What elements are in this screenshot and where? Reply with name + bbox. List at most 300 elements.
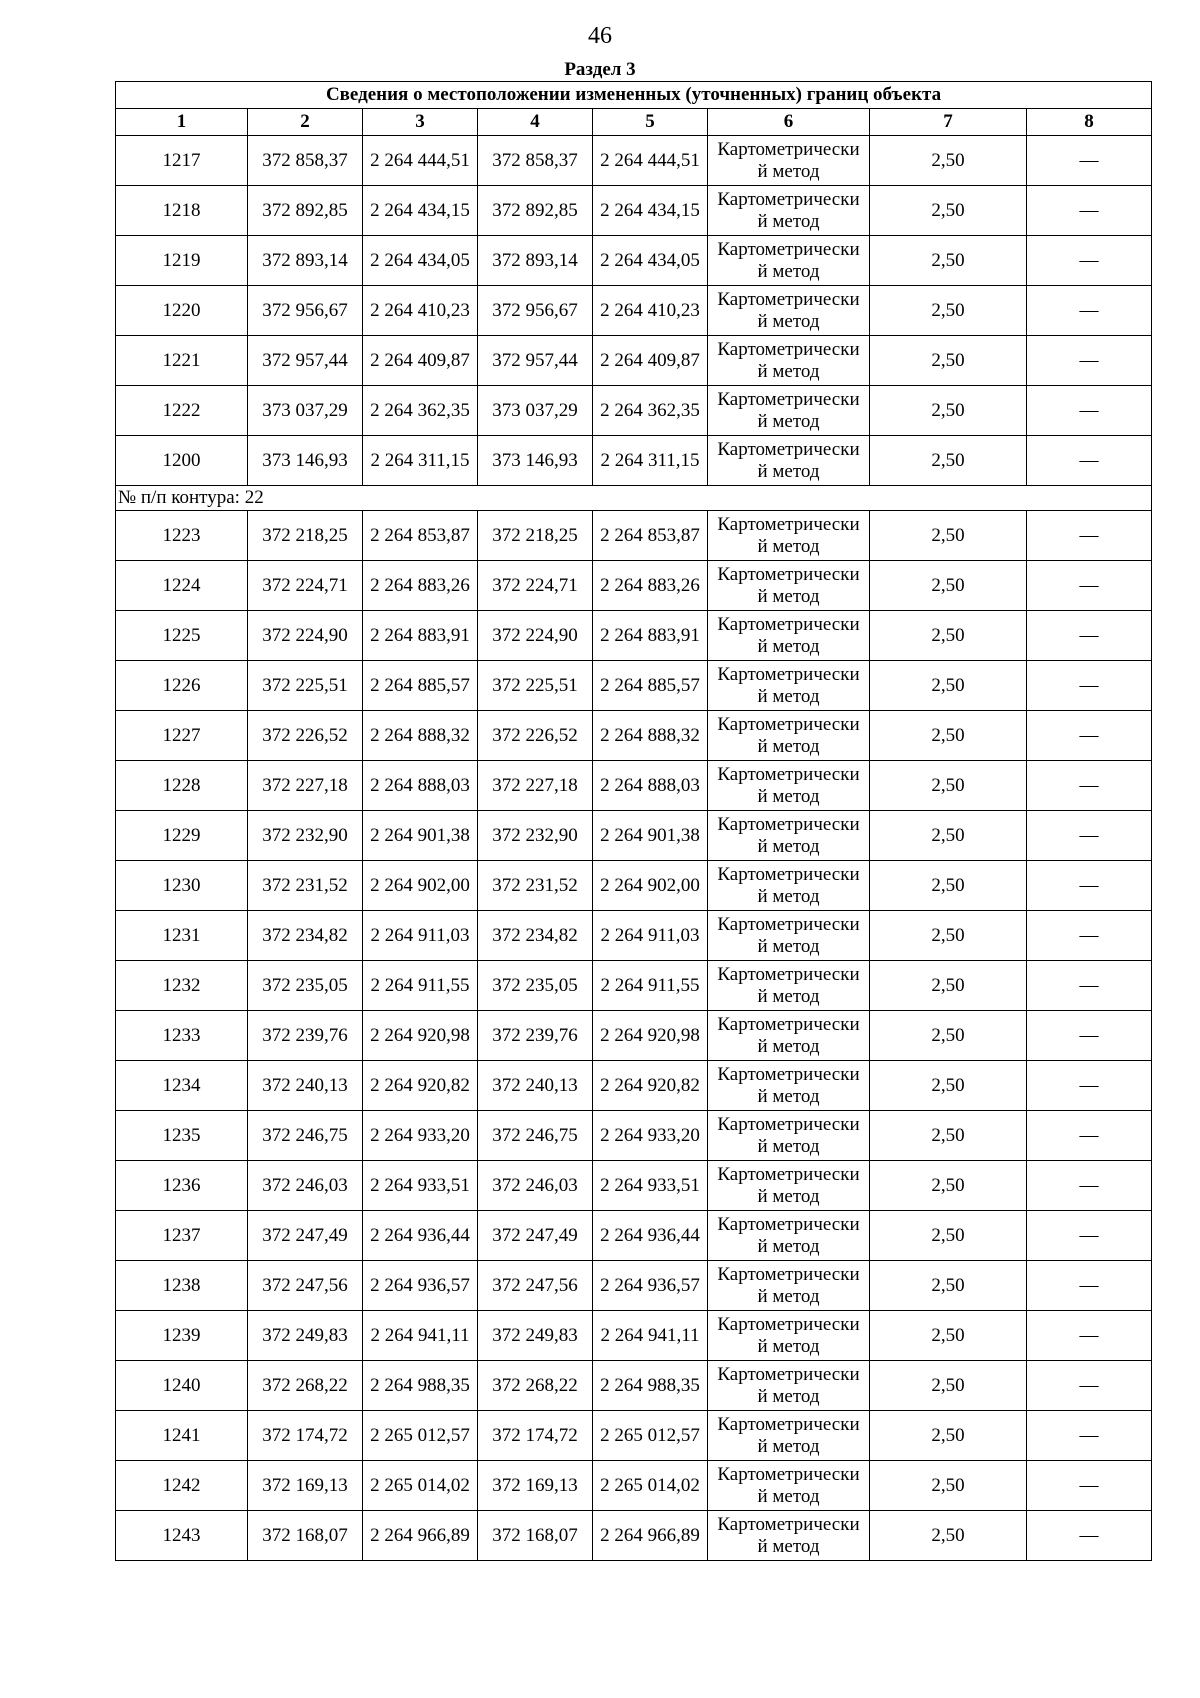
method-text-line2: й метод bbox=[757, 310, 820, 332]
method-text-line2: й метод bbox=[757, 1485, 820, 1507]
method-text-line1: Картометрически bbox=[717, 1313, 860, 1335]
updated-x: 372 246,03 bbox=[478, 1161, 593, 1211]
updated-x: 373 037,29 bbox=[478, 386, 593, 436]
point-description: — bbox=[1027, 186, 1152, 236]
existing-x: 373 146,93 bbox=[248, 436, 363, 486]
point-description: — bbox=[1027, 811, 1152, 861]
method-text-line2: й метод bbox=[757, 985, 820, 1007]
existing-y: 2 264 888,32 bbox=[363, 711, 478, 761]
method-cell bbox=[708, 136, 870, 186]
method-cell bbox=[708, 511, 870, 561]
method-text-line1: Картометрически bbox=[717, 513, 860, 535]
updated-y: 2 265 014,02 bbox=[593, 1461, 708, 1511]
accuracy: 2,50 bbox=[870, 1411, 1027, 1461]
accuracy: 2,50 bbox=[870, 186, 1027, 236]
accuracy: 2,50 bbox=[870, 711, 1027, 761]
method-cell bbox=[708, 761, 870, 811]
point-description: — bbox=[1027, 1361, 1152, 1411]
existing-y: 2 264 920,98 bbox=[363, 1011, 478, 1061]
updated-x: 372 268,22 bbox=[478, 1361, 593, 1411]
table-row bbox=[116, 511, 1152, 561]
existing-x: 372 246,03 bbox=[248, 1161, 363, 1211]
method-text-line1: Картометрически bbox=[717, 188, 860, 210]
table-row bbox=[116, 336, 1152, 386]
point-number: 1219 bbox=[116, 236, 248, 286]
existing-x: 372 169,13 bbox=[248, 1461, 363, 1511]
point-description: — bbox=[1027, 761, 1152, 811]
method-text-line1: Картометрически bbox=[717, 1113, 860, 1135]
existing-y: 2 264 444,51 bbox=[363, 136, 478, 186]
point-description: — bbox=[1027, 1261, 1152, 1311]
method-text-line2: й метод bbox=[757, 1335, 820, 1357]
method-text-line2: й метод bbox=[757, 410, 820, 432]
method-text-line1: Картометрически bbox=[717, 1063, 860, 1085]
existing-x: 372 240,13 bbox=[248, 1061, 363, 1111]
updated-x: 372 218,25 bbox=[478, 511, 593, 561]
accuracy: 2,50 bbox=[870, 136, 1027, 186]
method-cell bbox=[708, 911, 870, 961]
point-number: 1242 bbox=[116, 1461, 248, 1511]
point-description: — bbox=[1027, 1311, 1152, 1361]
existing-y: 2 264 434,05 bbox=[363, 236, 478, 286]
table-row bbox=[116, 1311, 1152, 1361]
updated-y: 2 264 941,11 bbox=[593, 1311, 708, 1361]
method-text-line1: Картометрически bbox=[717, 1013, 860, 1035]
point-number: 1243 bbox=[116, 1511, 248, 1561]
point-number: 1223 bbox=[116, 511, 248, 561]
table-row bbox=[116, 1061, 1152, 1111]
accuracy: 2,50 bbox=[870, 611, 1027, 661]
updated-x: 372 168,07 bbox=[478, 1511, 593, 1561]
table-row bbox=[116, 861, 1152, 911]
existing-y: 2 264 311,15 bbox=[363, 436, 478, 486]
method-cell bbox=[708, 1361, 870, 1411]
method-text-line2: й метод bbox=[757, 1135, 820, 1157]
point-description: — bbox=[1027, 436, 1152, 486]
existing-y: 2 265 014,02 bbox=[363, 1461, 478, 1511]
existing-y: 2 264 888,03 bbox=[363, 761, 478, 811]
point-description: — bbox=[1027, 1061, 1152, 1111]
updated-x: 372 247,49 bbox=[478, 1211, 593, 1261]
method-text-line1: Картометрически bbox=[717, 438, 860, 460]
existing-y: 2 264 901,38 bbox=[363, 811, 478, 861]
method-text-line1: Картометрически bbox=[717, 713, 860, 735]
existing-x: 372 232,90 bbox=[248, 811, 363, 861]
point-description: — bbox=[1027, 861, 1152, 911]
updated-y: 2 264 434,15 bbox=[593, 186, 708, 236]
method-cell bbox=[708, 1261, 870, 1311]
accuracy: 2,50 bbox=[870, 336, 1027, 386]
method-cell bbox=[708, 1011, 870, 1061]
updated-x: 372 240,13 bbox=[478, 1061, 593, 1111]
existing-y: 2 264 936,57 bbox=[363, 1261, 478, 1311]
method-cell bbox=[708, 386, 870, 436]
updated-x: 372 956,67 bbox=[478, 286, 593, 336]
existing-x: 373 037,29 bbox=[248, 386, 363, 436]
updated-y: 2 264 966,89 bbox=[593, 1511, 708, 1561]
accuracy: 2,50 bbox=[870, 1161, 1027, 1211]
point-description: — bbox=[1027, 1211, 1152, 1261]
updated-y: 2 264 444,51 bbox=[593, 136, 708, 186]
table-row bbox=[116, 761, 1152, 811]
existing-x: 372 226,52 bbox=[248, 711, 363, 761]
existing-y: 2 264 409,87 bbox=[363, 336, 478, 386]
method-text-line1: Картометрически bbox=[717, 238, 860, 260]
existing-y: 2 264 362,35 bbox=[363, 386, 478, 436]
method-cell bbox=[708, 436, 870, 486]
method-cell bbox=[708, 1061, 870, 1111]
updated-y: 2 264 434,05 bbox=[593, 236, 708, 286]
existing-y: 2 264 933,51 bbox=[363, 1161, 478, 1211]
existing-y: 2 264 988,35 bbox=[363, 1361, 478, 1411]
accuracy: 2,50 bbox=[870, 1361, 1027, 1411]
point-number: 1226 bbox=[116, 661, 248, 711]
table-row bbox=[116, 711, 1152, 761]
existing-x: 372 858,37 bbox=[248, 136, 363, 186]
method-cell bbox=[708, 561, 870, 611]
updated-y: 2 264 988,35 bbox=[593, 1361, 708, 1411]
table-row bbox=[116, 1211, 1152, 1261]
table-row bbox=[116, 286, 1152, 336]
method-text-line2: й метод bbox=[757, 360, 820, 382]
method-text-line2: й метод bbox=[757, 1035, 820, 1057]
method-cell bbox=[708, 861, 870, 911]
method-text-line1: Картометрически bbox=[717, 663, 860, 685]
table-row bbox=[116, 1161, 1152, 1211]
updated-y: 2 264 936,44 bbox=[593, 1211, 708, 1261]
updated-x: 372 246,75 bbox=[478, 1111, 593, 1161]
method-text-line2: й метод bbox=[757, 1535, 820, 1557]
accuracy: 2,50 bbox=[870, 661, 1027, 711]
point-description: — bbox=[1027, 136, 1152, 186]
table-row bbox=[116, 911, 1152, 961]
method-cell bbox=[708, 711, 870, 761]
page-number: 46 bbox=[588, 23, 612, 49]
table-row bbox=[116, 1511, 1152, 1561]
point-description: — bbox=[1027, 1161, 1152, 1211]
updated-x: 372 225,51 bbox=[478, 661, 593, 711]
contour-label: № п/п контура: 22 bbox=[116, 486, 1152, 511]
point-description: — bbox=[1027, 386, 1152, 436]
existing-x: 372 246,75 bbox=[248, 1111, 363, 1161]
accuracy: 2,50 bbox=[870, 911, 1027, 961]
updated-y: 2 264 901,38 bbox=[593, 811, 708, 861]
method-text-line1: Картометрически bbox=[717, 613, 860, 635]
existing-x: 372 231,52 bbox=[248, 861, 363, 911]
updated-x: 372 224,90 bbox=[478, 611, 593, 661]
accuracy: 2,50 bbox=[870, 961, 1027, 1011]
point-number: 1233 bbox=[116, 1011, 248, 1061]
updated-x: 372 957,44 bbox=[478, 336, 593, 386]
method-text-line1: Картометрически bbox=[717, 563, 860, 585]
point-description: — bbox=[1027, 511, 1152, 561]
table-row bbox=[116, 1411, 1152, 1461]
method-cell bbox=[708, 1161, 870, 1211]
existing-x: 372 892,85 bbox=[248, 186, 363, 236]
updated-x: 372 224,71 bbox=[478, 561, 593, 611]
point-description: — bbox=[1027, 1011, 1152, 1061]
updated-y: 2 264 933,20 bbox=[593, 1111, 708, 1161]
method-text-line2: й метод bbox=[757, 835, 820, 857]
method-cell bbox=[708, 961, 870, 1011]
column-number: 4 bbox=[478, 109, 593, 136]
point-number: 1225 bbox=[116, 611, 248, 661]
method-text-line1: Картометрически bbox=[717, 763, 860, 785]
point-number: 1240 bbox=[116, 1361, 248, 1411]
method-text-line1: Картометрически bbox=[717, 338, 860, 360]
accuracy: 2,50 bbox=[870, 1111, 1027, 1161]
method-text-line1: Картометрически bbox=[717, 1263, 860, 1285]
updated-x: 372 231,52 bbox=[478, 861, 593, 911]
existing-x: 372 225,51 bbox=[248, 661, 363, 711]
method-text-line1: Картометрически bbox=[717, 813, 860, 835]
point-number: 1220 bbox=[116, 286, 248, 336]
contour-row bbox=[116, 486, 1152, 511]
method-text-line1: Картометрически bbox=[717, 863, 860, 885]
accuracy: 2,50 bbox=[870, 1461, 1027, 1511]
existing-y: 2 264 920,82 bbox=[363, 1061, 478, 1111]
point-number: 1236 bbox=[116, 1161, 248, 1211]
method-text-line2: й метод bbox=[757, 735, 820, 757]
point-number: 1228 bbox=[116, 761, 248, 811]
updated-y: 2 264 920,82 bbox=[593, 1061, 708, 1111]
point-description: — bbox=[1027, 961, 1152, 1011]
updated-y: 2 264 888,32 bbox=[593, 711, 708, 761]
updated-y: 2 264 410,23 bbox=[593, 286, 708, 336]
accuracy: 2,50 bbox=[870, 761, 1027, 811]
method-text-line2: й метод bbox=[757, 210, 820, 232]
existing-y: 2 264 911,03 bbox=[363, 911, 478, 961]
existing-x: 372 234,82 bbox=[248, 911, 363, 961]
updated-x: 373 146,93 bbox=[478, 436, 593, 486]
table-row bbox=[116, 236, 1152, 286]
point-number: 1227 bbox=[116, 711, 248, 761]
method-text-line1: Картометрически bbox=[717, 138, 860, 160]
column-number: 7 bbox=[870, 109, 1027, 136]
updated-y: 2 264 883,26 bbox=[593, 561, 708, 611]
existing-y: 2 264 434,15 bbox=[363, 186, 478, 236]
updated-x: 372 234,82 bbox=[478, 911, 593, 961]
updated-x: 372 235,05 bbox=[478, 961, 593, 1011]
table-row bbox=[116, 1361, 1152, 1411]
table-row bbox=[116, 961, 1152, 1011]
accuracy: 2,50 bbox=[870, 1511, 1027, 1561]
updated-x: 372 247,56 bbox=[478, 1261, 593, 1311]
existing-y: 2 264 853,87 bbox=[363, 511, 478, 561]
table-row bbox=[116, 436, 1152, 486]
section-title: Раздел 3 bbox=[564, 59, 636, 80]
accuracy: 2,50 bbox=[870, 811, 1027, 861]
updated-x: 372 892,85 bbox=[478, 186, 593, 236]
table-body bbox=[116, 136, 1152, 1561]
existing-x: 372 224,71 bbox=[248, 561, 363, 611]
point-number: 1217 bbox=[116, 136, 248, 186]
method-cell bbox=[708, 661, 870, 711]
method-text-line2: й метод bbox=[757, 1185, 820, 1207]
point-number: 1230 bbox=[116, 861, 248, 911]
method-cell bbox=[708, 611, 870, 661]
point-number: 1200 bbox=[116, 436, 248, 486]
existing-y: 2 264 936,44 bbox=[363, 1211, 478, 1261]
accuracy: 2,50 bbox=[870, 1311, 1027, 1361]
accuracy: 2,50 bbox=[870, 236, 1027, 286]
accuracy: 2,50 bbox=[870, 286, 1027, 336]
coordinates-table bbox=[115, 81, 1152, 1561]
method-text-line1: Картометрически bbox=[717, 1213, 860, 1235]
method-text-line2: й метод bbox=[757, 885, 820, 907]
existing-y: 2 264 933,20 bbox=[363, 1111, 478, 1161]
updated-y: 2 265 012,57 bbox=[593, 1411, 708, 1461]
updated-y: 2 264 885,57 bbox=[593, 661, 708, 711]
point-number: 1235 bbox=[116, 1111, 248, 1161]
method-text-line2: й метод bbox=[757, 635, 820, 657]
method-text-line2: й метод bbox=[757, 1285, 820, 1307]
updated-y: 2 264 936,57 bbox=[593, 1261, 708, 1311]
method-text-line2: й метод bbox=[757, 1085, 820, 1107]
method-cell bbox=[708, 286, 870, 336]
accuracy: 2,50 bbox=[870, 1061, 1027, 1111]
point-description: — bbox=[1027, 611, 1152, 661]
table-row bbox=[116, 136, 1152, 186]
updated-y: 2 264 911,03 bbox=[593, 911, 708, 961]
method-text-line2: й метод bbox=[757, 785, 820, 807]
existing-y: 2 264 941,11 bbox=[363, 1311, 478, 1361]
method-cell bbox=[708, 186, 870, 236]
point-description: — bbox=[1027, 911, 1152, 961]
method-text-line2: й метод bbox=[757, 1385, 820, 1407]
method-cell bbox=[708, 811, 870, 861]
existing-y: 2 265 012,57 bbox=[363, 1411, 478, 1461]
accuracy: 2,50 bbox=[870, 1211, 1027, 1261]
point-number: 1237 bbox=[116, 1211, 248, 1261]
updated-x: 372 232,90 bbox=[478, 811, 593, 861]
table-row bbox=[116, 1461, 1152, 1511]
accuracy: 2,50 bbox=[870, 861, 1027, 911]
method-text-line2: й метод bbox=[757, 685, 820, 707]
method-text-line1: Картометрически bbox=[717, 1363, 860, 1385]
table-row bbox=[116, 811, 1152, 861]
existing-x: 372 956,67 bbox=[248, 286, 363, 336]
column-number: 6 bbox=[708, 109, 870, 136]
updated-y: 2 264 883,91 bbox=[593, 611, 708, 661]
existing-x: 372 218,25 bbox=[248, 511, 363, 561]
column-number: 2 bbox=[248, 109, 363, 136]
point-description: — bbox=[1027, 1461, 1152, 1511]
point-description: — bbox=[1027, 336, 1152, 386]
existing-y: 2 264 883,26 bbox=[363, 561, 478, 611]
existing-x: 372 168,07 bbox=[248, 1511, 363, 1561]
updated-y: 2 264 311,15 bbox=[593, 436, 708, 486]
existing-x: 372 224,90 bbox=[248, 611, 363, 661]
existing-x: 372 247,49 bbox=[248, 1211, 363, 1261]
point-number: 1234 bbox=[116, 1061, 248, 1111]
table-row bbox=[116, 1261, 1152, 1311]
method-cell bbox=[708, 236, 870, 286]
updated-y: 2 264 888,03 bbox=[593, 761, 708, 811]
method-cell bbox=[708, 1311, 870, 1361]
existing-y: 2 264 966,89 bbox=[363, 1511, 478, 1561]
method-cell bbox=[708, 1461, 870, 1511]
existing-y: 2 264 902,00 bbox=[363, 861, 478, 911]
updated-y: 2 264 911,55 bbox=[593, 961, 708, 1011]
updated-x: 372 169,13 bbox=[478, 1461, 593, 1511]
existing-x: 372 239,76 bbox=[248, 1011, 363, 1061]
column-number: 3 bbox=[363, 109, 478, 136]
method-text-line2: й метод bbox=[757, 935, 820, 957]
method-text-line2: й метод bbox=[757, 1435, 820, 1457]
point-number: 1218 bbox=[116, 186, 248, 236]
updated-y: 2 264 409,87 bbox=[593, 336, 708, 386]
table-row bbox=[116, 561, 1152, 611]
table-row bbox=[116, 611, 1152, 661]
method-text-line2: й метод bbox=[757, 535, 820, 557]
updated-y: 2 264 362,35 bbox=[593, 386, 708, 436]
table-row bbox=[116, 661, 1152, 711]
method-text-line1: Картометрически bbox=[717, 388, 860, 410]
point-number: 1232 bbox=[116, 961, 248, 1011]
updated-x: 372 249,83 bbox=[478, 1311, 593, 1361]
method-text-line2: й метод bbox=[757, 1235, 820, 1257]
point-description: — bbox=[1027, 561, 1152, 611]
method-cell bbox=[708, 336, 870, 386]
existing-y: 2 264 911,55 bbox=[363, 961, 478, 1011]
existing-x: 372 174,72 bbox=[248, 1411, 363, 1461]
point-number: 1221 bbox=[116, 336, 248, 386]
method-text-line1: Картометрически bbox=[717, 1163, 860, 1185]
accuracy: 2,50 bbox=[870, 511, 1027, 561]
table-row bbox=[116, 1111, 1152, 1161]
method-cell bbox=[708, 1211, 870, 1261]
method-text-line2: й метод bbox=[757, 260, 820, 282]
point-description: — bbox=[1027, 1111, 1152, 1161]
existing-x: 372 249,83 bbox=[248, 1311, 363, 1361]
updated-y: 2 264 853,87 bbox=[593, 511, 708, 561]
updated-x: 372 227,18 bbox=[478, 761, 593, 811]
method-text-line1: Картометрически bbox=[717, 963, 860, 985]
existing-x: 372 247,56 bbox=[248, 1261, 363, 1311]
accuracy: 2,50 bbox=[870, 386, 1027, 436]
table-row bbox=[116, 1011, 1152, 1061]
method-text-line1: Картометрически bbox=[717, 1413, 860, 1435]
point-description: — bbox=[1027, 236, 1152, 286]
method-text-line1: Картометрически bbox=[717, 1463, 860, 1485]
method-text-line1: Картометрически bbox=[717, 913, 860, 935]
accuracy: 2,50 bbox=[870, 1261, 1027, 1311]
point-number: 1229 bbox=[116, 811, 248, 861]
method-text-line2: й метод bbox=[757, 160, 820, 182]
point-number: 1224 bbox=[116, 561, 248, 611]
accuracy: 2,50 bbox=[870, 1011, 1027, 1061]
existing-y: 2 264 885,57 bbox=[363, 661, 478, 711]
point-number: 1222 bbox=[116, 386, 248, 436]
existing-x: 372 227,18 bbox=[248, 761, 363, 811]
column-number: 5 bbox=[593, 109, 708, 136]
method-text-line2: й метод bbox=[757, 585, 820, 607]
point-number: 1238 bbox=[116, 1261, 248, 1311]
accuracy: 2,50 bbox=[870, 436, 1027, 486]
method-cell bbox=[708, 1411, 870, 1461]
updated-y: 2 264 933,51 bbox=[593, 1161, 708, 1211]
updated-y: 2 264 920,98 bbox=[593, 1011, 708, 1061]
accuracy: 2,50 bbox=[870, 561, 1027, 611]
method-cell bbox=[708, 1111, 870, 1161]
existing-x: 372 893,14 bbox=[248, 236, 363, 286]
method-text-line1: Картометрически bbox=[717, 288, 860, 310]
point-description: — bbox=[1027, 661, 1152, 711]
point-number: 1231 bbox=[116, 911, 248, 961]
existing-y: 2 264 410,23 bbox=[363, 286, 478, 336]
point-description: — bbox=[1027, 286, 1152, 336]
